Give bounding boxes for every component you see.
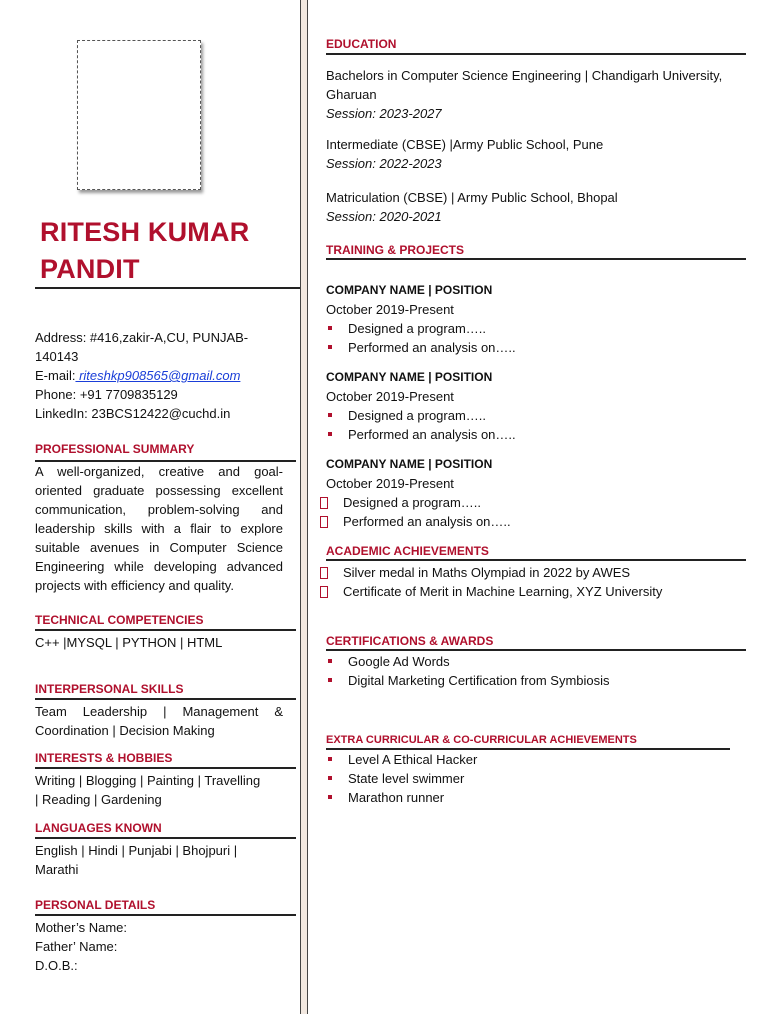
list-item: Certificate of Merit in Machine Learning, XYZ University	[326, 582, 746, 601]
technical-heading: TECHNICAL COMPETENCIES	[35, 613, 204, 627]
training-item: COMPANY NAME | POSITION October 2019-Present Designed a program….. Performed an analysis on…..	[326, 281, 746, 357]
education-item: Matriculation (CBSE) | Army Public School, Bhopal Session: 2020-2021	[326, 190, 618, 224]
interests-heading: INTERESTS & HOBBIES	[35, 751, 173, 765]
list-item: Performed an analysis on…..	[326, 425, 746, 444]
interpersonal-text: Team Leadership | Management & Coordination | Decision Making	[35, 704, 283, 738]
education-rule	[326, 53, 746, 55]
interests-text: Writing | Blogging | Painting | Travelling | Reading | Gardening	[35, 773, 261, 807]
certs-list	[326, 652, 746, 690]
missing-glyph-bullet-icon	[320, 516, 328, 528]
candidate-name: RITESH KUMAR PANDIT	[40, 217, 250, 284]
phone: Phone: +91 7709835129	[35, 387, 178, 402]
bullet-icon	[328, 326, 332, 330]
bullet-icon	[328, 345, 332, 349]
missing-glyph-bullet-icon	[320, 497, 328, 509]
languages-rule	[35, 837, 296, 839]
summary-heading: PROFESSIONAL SUMMARY	[35, 442, 195, 456]
certs-rule	[326, 649, 746, 651]
education-heading: EDUCATION	[326, 37, 397, 51]
training-rule	[326, 258, 746, 260]
profile-photo-placeholder	[77, 40, 201, 190]
list-item: Digital Marketing Certification from Symbiosis	[326, 671, 746, 690]
education-item: Intermediate (CBSE) |Army Public School, Pune Session: 2022-2023	[326, 137, 604, 171]
column-divider	[300, 0, 308, 1014]
bullet-icon	[328, 776, 332, 780]
list-item: State level swimmer	[326, 769, 746, 788]
interpersonal-heading: INTERPERSONAL SKILLS	[35, 682, 184, 696]
technical-rule	[35, 629, 296, 631]
bullet-icon	[328, 659, 332, 663]
summary-text: A well-organized, creative and goal- oriented graduate possessing excellent communication, problem-solving and leadership skills with a flair to explore suitable avenues in Computer Science Engineering while developing advanced projects with efficiency and quality.	[35, 464, 283, 593]
list-item: Designed a program…..	[326, 406, 746, 425]
bullet-icon	[328, 413, 332, 417]
academic-heading: ACADEMIC ACHIEVEMENTS	[326, 544, 489, 558]
email-line: E-mail: riteshkp908565@gmail.com	[35, 368, 241, 383]
name-underline	[35, 287, 300, 289]
training-item: COMPANY NAME | POSITION October 2019-Present Designed a program….. Performed an analysis on…..	[326, 368, 746, 444]
languages-text: English | Hindi | Punjabi | Bhojpuri | Marathi	[35, 843, 238, 877]
bullet-icon	[328, 757, 332, 761]
list-item: Performed an analysis on…..	[326, 512, 746, 531]
training-heading: TRAINING & PROJECTS	[326, 243, 465, 257]
contact-block	[35, 328, 297, 423]
bullet-icon	[328, 795, 332, 799]
list-item: Performed an analysis on…..	[326, 338, 746, 357]
languages-heading: LANGUAGES KNOWN	[35, 821, 162, 835]
linkedin: LinkedIn: 23BCS12422@cuchd.in	[35, 406, 231, 421]
list-item: Silver medal in Maths Olympiad in 2022 by AWES	[326, 563, 746, 582]
personal-heading: PERSONAL DETAILS	[35, 898, 156, 912]
list-item: Level A Ethical Hacker	[326, 750, 746, 769]
extra-heading: EXTRA CURRICULAR & CO-CURRICULAR ACHIEVEMENTS	[326, 734, 637, 746]
academic-list	[326, 563, 746, 601]
technical-text: C++ |MYSQL | PYTHON | HTML	[35, 635, 223, 650]
list-item: Google Ad Words	[326, 652, 746, 671]
list-item: Designed a program…..	[326, 319, 746, 338]
address: Address: #416,zakir-A,CU, PUNJAB- 140143	[35, 330, 249, 364]
missing-glyph-bullet-icon	[320, 567, 328, 579]
interests-rule	[35, 767, 296, 769]
list-item: Designed a program…..	[326, 493, 746, 512]
personal-rule	[35, 914, 296, 916]
personal-details: Mother’s Name: Father’ Name: D.O.B.:	[35, 920, 127, 973]
interpersonal-rule	[35, 698, 296, 700]
missing-glyph-bullet-icon	[320, 586, 328, 598]
academic-rule	[326, 559, 746, 561]
bullet-icon	[328, 432, 332, 436]
training-item: COMPANY NAME | POSITION October 2019-Present Designed a program….. Performed an analysis on…..	[326, 455, 746, 531]
certs-heading: CERTIFICATIONS & AWARDS	[326, 634, 494, 648]
extra-list	[326, 750, 746, 807]
list-item: Marathon runner	[326, 788, 746, 807]
education-item: Bachelors in Computer Science Engineering | Chandigarh University, Gharuan Session: 2023-2027	[326, 68, 723, 121]
bullet-icon	[328, 678, 332, 682]
email-link[interactable]: riteshkp908565@gmail.com	[75, 368, 241, 383]
